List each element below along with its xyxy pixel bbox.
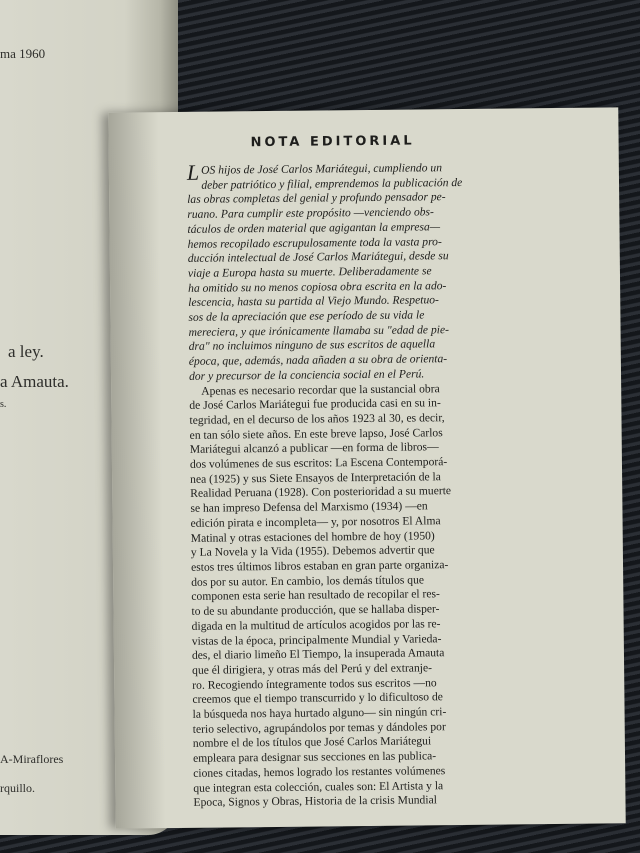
text-line: Matinal y otras estaciones del hombre de hoy (1950) — [190, 528, 435, 545]
text-line: creemos que el tiempo transcurrido y lo dificultoso de — [192, 690, 443, 707]
left-page-fragment: a ley. — [8, 342, 44, 361]
text-line: ruano. Para cumplir este propósito —venciendo obs- — [187, 205, 434, 221]
text-line: en tan sólo siete años. En este breve lapso, José Carlos — [189, 425, 443, 442]
text-line: nea (1925) y sus Siete Ensayos de Interpretación de la — [190, 469, 441, 486]
text-line: OS hijos de José Carlos Mariátegui, cumpliendo un — [201, 161, 443, 177]
text-line: terio selectivo, agrupándolos por temas y dándoles por — [192, 719, 446, 736]
left-page-fragment: ma 1960 — [0, 46, 46, 61]
text-line: ro. Recogiendo íntegramente todos sus escritos —no — [192, 675, 437, 692]
text-line: dra" no incluimos ninguno de sus escritos de aquella — [188, 337, 436, 354]
page-heading: NOTA EDITORIAL — [250, 133, 415, 151]
right-page — [108, 107, 625, 828]
left-page-fragment: s. — [0, 399, 7, 410]
left-page-fragment: A-Miraflores — [0, 752, 64, 766]
text-line: des, el diario limeño El Tiempo, la insuperada Amauta — [191, 646, 445, 663]
text-line: hemos recopilado escrupulosamente toda la vasta pro- — [187, 234, 442, 251]
text-line: ducción intelectual de José Carlos Mariátegui, desde su — [187, 249, 449, 266]
text-line: ciones citadas, hemos logrado los restantes volúmenes — [193, 764, 446, 780]
left-page-fragment: a Amauta. — [0, 372, 69, 391]
text-line: vistas de la época, principalmente Mundial y Varieda- — [191, 631, 442, 648]
text-line: viaje a Europa hasta su muerte. Deliberadamente se — [187, 264, 432, 280]
text-line: Realidad Peruana (1928). Con posterioridad a su muerte — [190, 484, 452, 501]
drop-cap: L — [186, 159, 200, 185]
text-line: se han impreso Defensa del Marxismo (1934) —en — [190, 499, 428, 516]
text-line: nombre el de los títulos que José Carlos Mariátegui — [192, 734, 432, 751]
text-line: la búsqueda nos haya hurtado alguno— sin ningún cri- — [192, 705, 447, 721]
text-line: Mariátegui alcanzó a publicar —en forma de libros— — [189, 440, 439, 457]
text-line: Epoca, Signos y Obras, Historia de la crisis Mundial — [193, 793, 437, 810]
text-line: que integran esta colección, cuales son: El Artista y la — [193, 778, 444, 795]
text-line: edición pirata e incompleta— y, por nosotros El Alma — [190, 514, 441, 530]
text-line: época, que, además, nada añaden a su obra de orienta- — [188, 352, 448, 368]
text-line: táculos de orden material que agigantan la empresa— — [187, 220, 441, 236]
text-line: Apenas es necesario recordar que la sustancial obra — [201, 381, 440, 398]
text-line: las obras completas del genial y profundo pensador pe- — [187, 190, 446, 207]
text-line: digada en la multitud de artículos acogidos por las re- — [191, 617, 441, 633]
text-line: dor y precursor de la conciencia social en el Perú. — [188, 367, 425, 383]
text-line: estos tres últimos libros estaban en gran parte organiza- — [190, 558, 449, 574]
text-line: mereciera, y que irónicamente llamaba su "edad de pie- — [188, 322, 450, 339]
text-line: dos volúmenes de sus escritos: La Escena Contemporá- — [189, 455, 448, 471]
text-line: y La Novela y la Vida (1955). Debemos advertir que — [190, 543, 435, 560]
text-line: dos por su autor. En cambio, los demás títulos que — [191, 573, 425, 589]
text-line: que él dirigiera, y otras más del Perú y del extranje- — [192, 661, 433, 677]
text-line: tegridad, en el decurso de los años 1923 al 30, es decir, — [189, 411, 445, 427]
text-line: ha omitido su no menos copiosa obra escrita en la ado- — [188, 278, 447, 295]
text-line: to de su abundante producción, que se hallaba disper- — [191, 602, 440, 618]
text-line: deber patriótico y filial, emprendemos la publicación de — [201, 175, 463, 192]
text-line: sos de la apreciación que ese período de su vida le — [188, 308, 425, 324]
text-line: de José Carlos Mariátegui fue producida casi en su in- — [189, 396, 441, 413]
left-page-fragment: rquillo. — [0, 781, 35, 795]
text-line: lescencia, hasta su partida al Viejo Mundo. Respetuo- — [188, 293, 439, 310]
editorial-text — [187, 160, 609, 811]
text-line: componen esta serie han resultado de recopilar el res- — [191, 587, 440, 604]
text-line: empleara para designar sus secciones en las publica- — [192, 749, 437, 765]
